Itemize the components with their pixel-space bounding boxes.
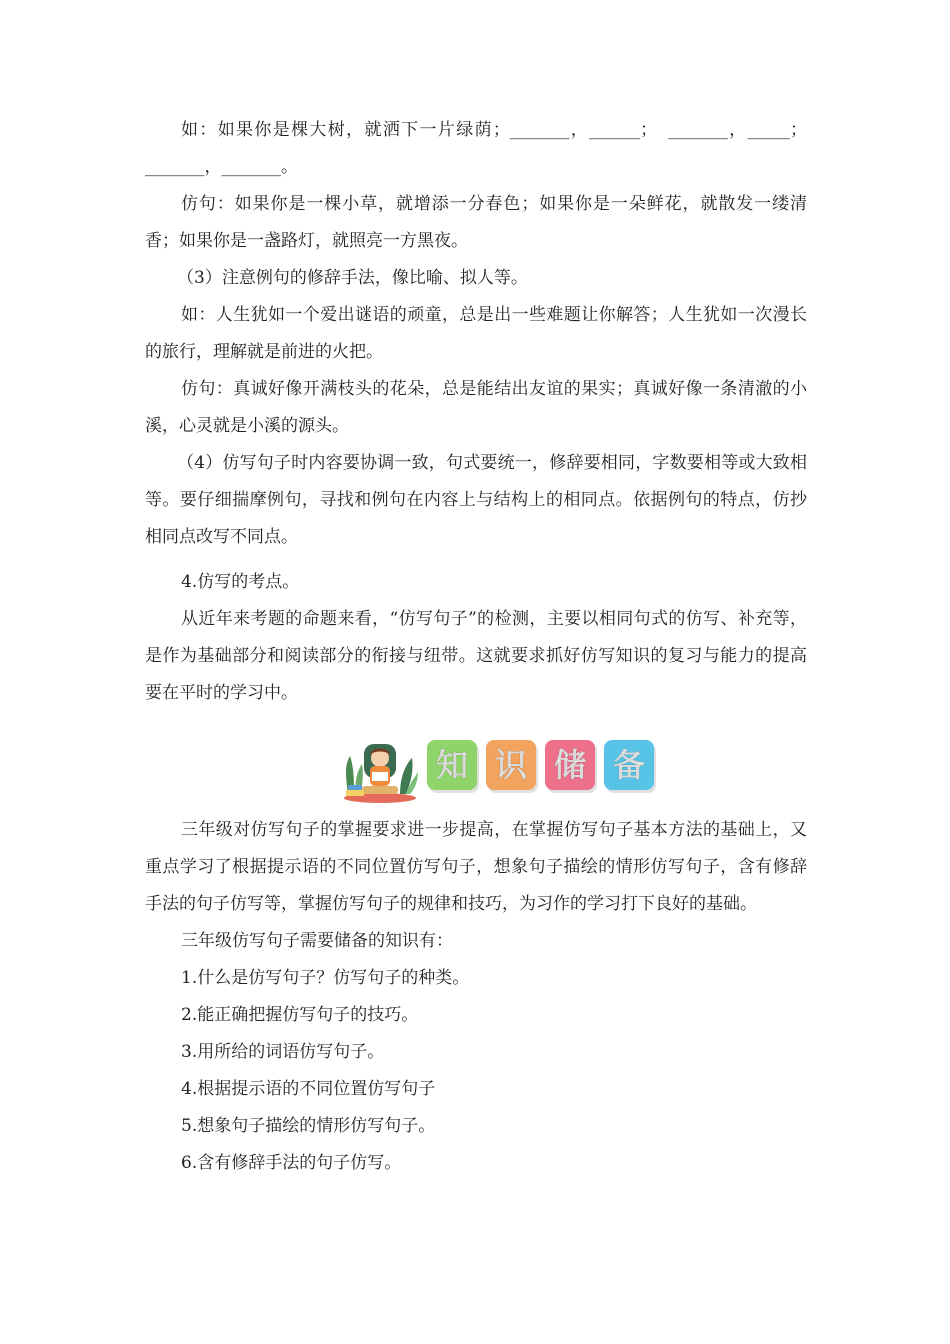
paragraph: 如：人生犹如一个爱出谜语的顽童，总是出一些难题让你解答；人生犹如一次漫长的旅行，理解就是前进的火把。 [145, 305, 807, 362]
paragraph: 三年级仿写句子需要储备的知识有： [181, 931, 453, 951]
paragraph: 3.用所给的词语仿写句子。 [181, 1042, 385, 1062]
paragraph: （3）注意例句的修辞手法，像比喻、拟人等。 [177, 268, 528, 288]
paragraph: 2.能正确把握仿写句子的技巧。 [181, 1005, 419, 1025]
paragraph: 4.根据提示语的不同位置仿写句子 [181, 1079, 436, 1099]
paragraph: 从近年来考题的命题来看，“仿写句子”的检测，主要以相同句式的仿写、补充等，是作为基础部分和阅读部分的衔接与纽带。这就要求抓好仿写知识的复习与能力的提高要在平时的学习中。 [145, 609, 807, 703]
banner-char-tile: 识 [486, 740, 536, 790]
paragraph: 如：如果你是棵大树，就洒下一片绿荫；_______，______； _______，_____；_______，_______。 [145, 120, 807, 177]
paragraph: 4.仿写的考点。 [181, 572, 300, 592]
paragraph: 1.什么是仿写句子？仿写句子的种类。 [181, 968, 470, 988]
banner-char-tile: 备 [604, 740, 654, 790]
paragraph: （4）仿写句子时内容要协调一致，句式要统一，修辞要相同，字数要相等或大致相等。要仔细揣摩例句，寻找和例句在内容上与结构上的相同点。依据例句的特点，仿抄相同点改写不同点。 [145, 453, 807, 547]
reading-girl-illustration [340, 736, 420, 804]
top-section [145, 112, 807, 712]
document-page [145, 112, 807, 1182]
paragraph: 三年级对仿写句子的掌握要求进一步提高，在掌握仿写句子基本方法的基础上，又重点学习了根据提示语的不同位置仿写句子，想象句子描绘的情形仿写句子，含有修辞手法的句子仿写等，掌握仿写句子的规律和技巧，为习作的学习打下良好的基础。 [145, 820, 807, 914]
paragraph: 5.想象句子描绘的情形仿写句子。 [181, 1116, 436, 1136]
paragraph: 仿句：真诚好像开满枝头的花朵，总是能结出友谊的果实；真诚好像一条清澈的小溪，心灵就是小溪的源头。 [145, 379, 807, 436]
banner-char-tile: 知 [427, 740, 477, 790]
knowledge-banner [145, 730, 807, 808]
banner-char-tile: 储 [545, 740, 595, 790]
paragraph: 6.含有修辞手法的句子仿写。 [181, 1153, 402, 1173]
paragraph: 仿句：如果你是一棵小草，就增添一分春色；如果你是一朵鲜花，就散发一缕清香；如果你是一盏路灯，就照亮一方黑夜。 [145, 194, 807, 251]
bottom-section [145, 812, 807, 1182]
